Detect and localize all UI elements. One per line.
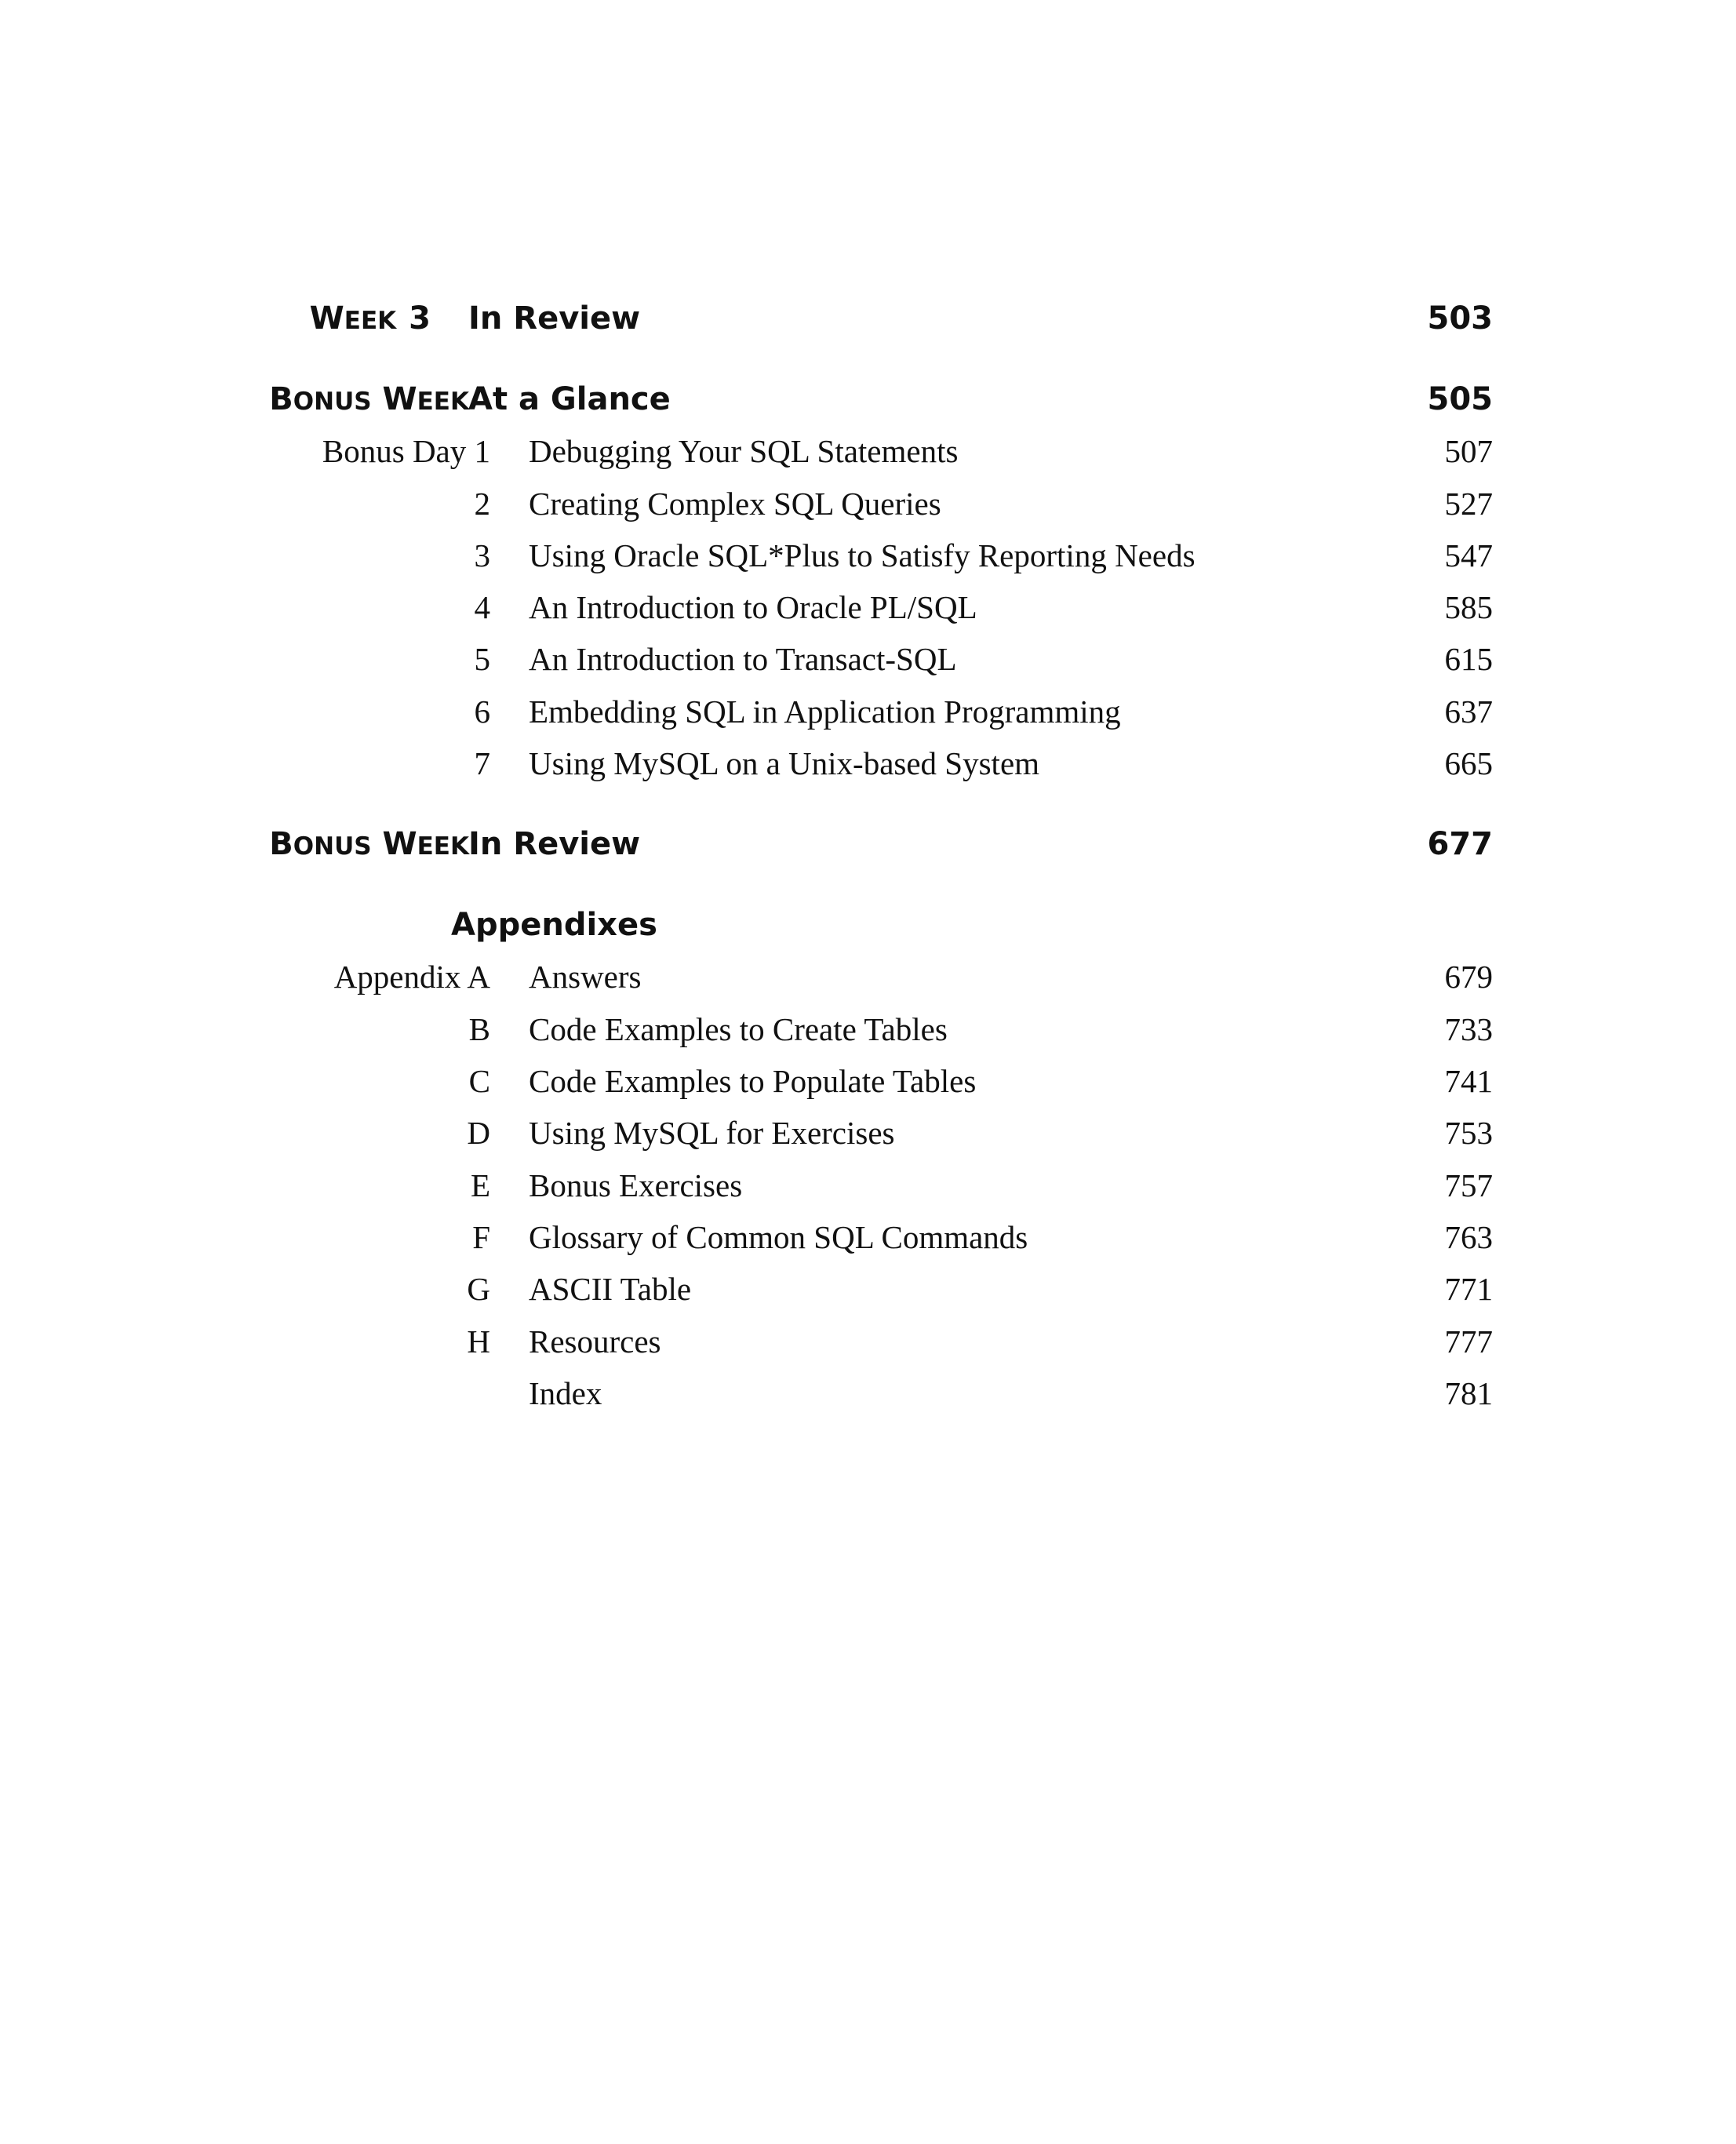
entry-title: Glossary of Common SQL Commands — [529, 1219, 1028, 1255]
toc-entry[interactable] — [0, 741, 1736, 804]
entry-title: Debugging Your SQL Statements — [529, 433, 959, 469]
entry-label: Bonus Day 1 — [322, 433, 490, 469]
section-label: WEEK 3 — [309, 300, 431, 337]
entry-title: Using MySQL for Exercises — [529, 1115, 895, 1151]
entry-label: F — [472, 1219, 490, 1255]
entry-label: 7 — [474, 745, 490, 781]
entry-title: Code Examples to Create Tables — [529, 1011, 948, 1047]
entry-label: C — [468, 1063, 490, 1099]
entry-title: ASCII Table — [529, 1271, 692, 1307]
appendixes-heading: Appendixes — [451, 907, 657, 943]
page-number: 777 — [1444, 1323, 1493, 1360]
entry-title: Resources — [529, 1323, 661, 1360]
section-label: BONUS WEEK — [269, 381, 469, 417]
page-number: 665 — [1444, 745, 1493, 781]
entry-title: An Introduction to Oracle PL/SQL — [529, 589, 977, 625]
entry-label: 3 — [474, 537, 490, 573]
page-number: 753 — [1444, 1115, 1493, 1151]
entry-title: Using Oracle SQL*Plus to Satisfy Reporting Needs — [529, 537, 1196, 573]
page-number: 679 — [1444, 959, 1493, 995]
page-number: 507 — [1444, 433, 1493, 469]
page-number: 637 — [1444, 693, 1493, 730]
section-title: In Review — [468, 300, 641, 337]
entry-label: 4 — [474, 589, 490, 625]
page-number: 771 — [1444, 1271, 1493, 1307]
entry-label: G — [467, 1271, 490, 1307]
section-title: In Review — [468, 826, 641, 862]
page-number: 757 — [1444, 1167, 1493, 1203]
entry-title: An Introduction to Transact-SQL — [529, 641, 957, 677]
entry-label: 6 — [474, 693, 490, 730]
entry-title: Embedding SQL in Application Programming — [529, 693, 1121, 730]
entry-title: Code Examples to Populate Tables — [529, 1063, 977, 1099]
entry-label: 5 — [474, 641, 490, 677]
entry-title: Bonus Exercises — [529, 1167, 743, 1203]
page-number: 503 — [1427, 300, 1493, 337]
page-number: 547 — [1444, 537, 1493, 573]
entry-label: D — [467, 1115, 490, 1151]
entry-title: Creating Complex SQL Queries — [529, 486, 941, 522]
entry-title: Using MySQL on a Unix-based System — [529, 745, 1040, 781]
page-number: 677 — [1427, 826, 1493, 862]
page-number: 733 — [1444, 1011, 1493, 1047]
toc-heading-bonus-week-review[interactable] — [0, 822, 1736, 885]
page-number: 781 — [1444, 1375, 1493, 1411]
toc-entry[interactable] — [0, 1371, 1736, 1434]
entry-label: Appendix A — [333, 959, 490, 995]
page-number: 585 — [1444, 589, 1493, 625]
page-number: 741 — [1444, 1063, 1493, 1099]
toc-heading-week3-review[interactable] — [0, 297, 1736, 359]
entry-label: 2 — [474, 486, 490, 522]
entry-label: E — [470, 1167, 490, 1203]
entry-title: Index — [529, 1375, 602, 1411]
page-number: 505 — [1427, 381, 1493, 417]
page-number: 763 — [1444, 1219, 1493, 1255]
page-number: 615 — [1444, 641, 1493, 677]
section-title: At a Glance — [468, 381, 671, 417]
entry-title: Answers — [529, 959, 642, 995]
entry-label: H — [467, 1323, 490, 1360]
page-number: 527 — [1444, 486, 1493, 522]
section-label: BONUS WEEK — [269, 826, 469, 862]
entry-label: B — [468, 1011, 490, 1047]
